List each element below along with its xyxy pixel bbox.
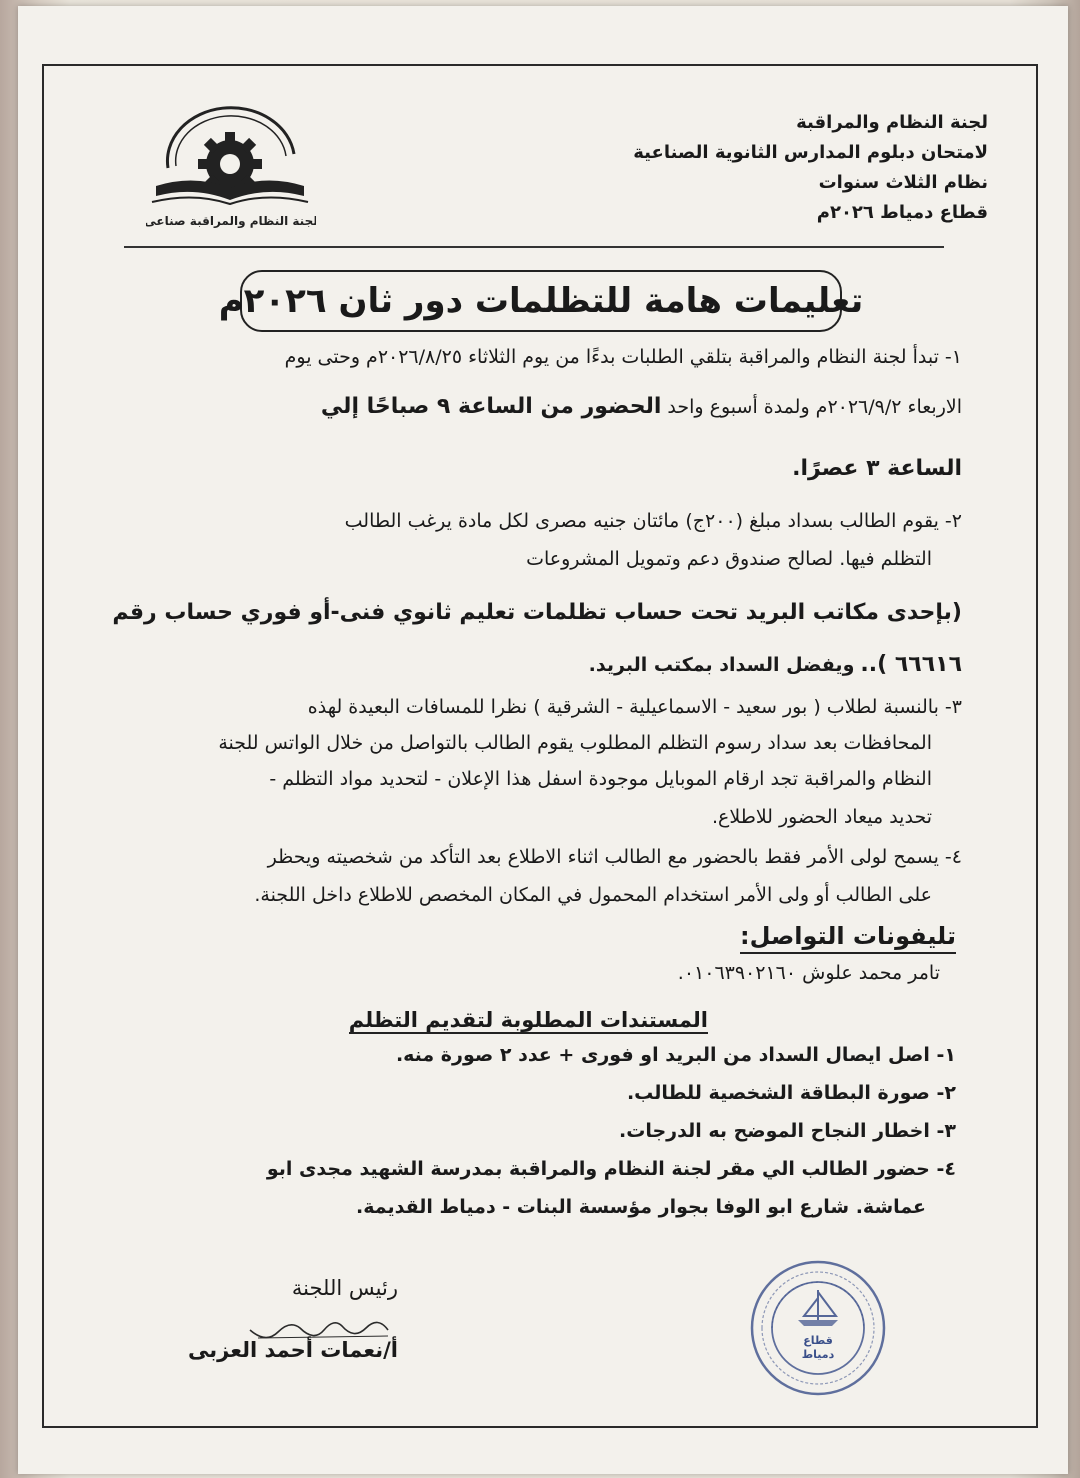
header-divider — [124, 246, 944, 248]
signature-title: رئيس اللجنة — [291, 1276, 398, 1300]
item-2-line-2: التظلم فيها. لصالح صندوق دعم وتمويل المشروعات — [526, 548, 932, 570]
contact-phone: تامر محمد علوش ٠١٠٦٣٩٠٢١٦٠. — [677, 962, 940, 984]
committee-header — [568, 108, 988, 228]
item-2-line-1: ٢- يقوم الطالب بسداد مبلغ (٢٠٠ج) مائتان جنيه مصرى لكل مادة يرغب الطالب — [344, 510, 962, 532]
item-2-note: ويفضل السداد بمكتب البريد. — [588, 654, 855, 676]
document-item-3: ٣- اخطار النجاح الموضح به الدرجات. — [619, 1120, 956, 1142]
signature-name: أ/نعمات أحمد العزبى — [188, 1338, 398, 1362]
item-4-line-2: على الطالب أو ولى الأمر استخدام المحمول في المكان المخصص للاطلاع داخل اللجنة. — [254, 884, 932, 906]
header-line-4: قطاع دمياط ٢٠٢٦م — [816, 202, 988, 223]
item-1-line-1: ١- تبدأ لجنة النظام والمراقبة بتلقي الطلبات بدءًا من يوم الثلاثاء ٢٠٢٦/٨/٢٥م وحتى يوم — [284, 346, 962, 368]
committee-logo — [146, 104, 316, 232]
stamp-text-2: دمياط — [801, 1348, 835, 1361]
stamp-text-1: قطاع — [803, 1334, 833, 1347]
contacts-heading: تليفونات التواصل: — [740, 922, 956, 954]
seal-icon — [748, 1258, 888, 1398]
logo-caption: لجنة النظام والمراقبة صناعى — [146, 214, 316, 228]
document-item-2: ٢- صورة البطاقة الشخصية للطالب. — [626, 1082, 956, 1104]
item-1-line-2 — [321, 394, 962, 419]
header-line-3: نظام الثلاث سنوات — [818, 172, 988, 193]
item-3-line-3: النظام والمراقبة تجد ارقام الموبايل موجودة اسفل هذا الإعلان - لتحديد مواد التظلم - — [269, 768, 932, 790]
item-4-line-1: ٤- يسمح لولى الأمر فقط بالحضور مع الطالب اثناء الاطلاع بعد التأكد من شخصيته ويحظر — [267, 846, 962, 868]
item-3-line-1: ٣- بالنسبة لطلاب ( بور سعيد - الاسماعيلية - الشرقية ) نظرا للمسافات البعيدة لهذه — [307, 696, 962, 718]
document-title: تعليمات هامة للتظلمات دور ثان ٢٠٢٦م — [218, 281, 864, 321]
item-3-line-4: تحديد ميعاد الحضور للاطلاع. — [712, 806, 932, 828]
item-1-line-3: الساعة ٣ عصرًا. — [792, 456, 962, 481]
gear-book-logo-icon — [146, 104, 316, 232]
title-box — [218, 270, 864, 332]
documents-heading: المستندات المطلوبة لتقديم التظلم — [348, 1008, 708, 1032]
document-item-4-line-1: ٤- حضور الطالب الي مقر لجنة النظام والمراقبة بمدرسة الشهيد مجدى ابو — [266, 1158, 956, 1180]
document-item-1: ١- اصل ايصال السداد من البريد او فورى + عدد ٢ صورة منه. — [395, 1044, 956, 1066]
item-2-line-4 — [589, 652, 962, 677]
signature-block — [178, 1276, 398, 1362]
item-2-line-3: (بإحدى مكاتب البريد تحت حساب تظلمات تعليم ثانوي فنى-أو فوري حساب رقم — [112, 600, 962, 625]
header-line-1: لجنة النظام والمراقبة — [796, 112, 988, 133]
item-1-hours: الحضور من الساعة ٩ صباحًا إلي — [320, 394, 662, 419]
official-stamp — [748, 1258, 888, 1398]
document-item-4-line-2: عماشة. شارع ابو الوفا بجوار مؤسسة البنات - دمياط القديمة. — [356, 1196, 926, 1218]
header-line-2: لامتحان دبلوم المدارس الثانوية الصناعية — [633, 142, 988, 163]
account-number: ٦٦٦١٦ ).. — [860, 652, 962, 677]
item-3-line-2: المحافظات بعد سداد رسوم التظلم المطلوب يقوم الطالب بالتواصل من خلال الواتس للجنة — [218, 732, 932, 754]
item-1-line-2a: الاربعاء ٢٠٢٦/٩/٢م ولمدة أسبوع واحد — [667, 396, 962, 418]
